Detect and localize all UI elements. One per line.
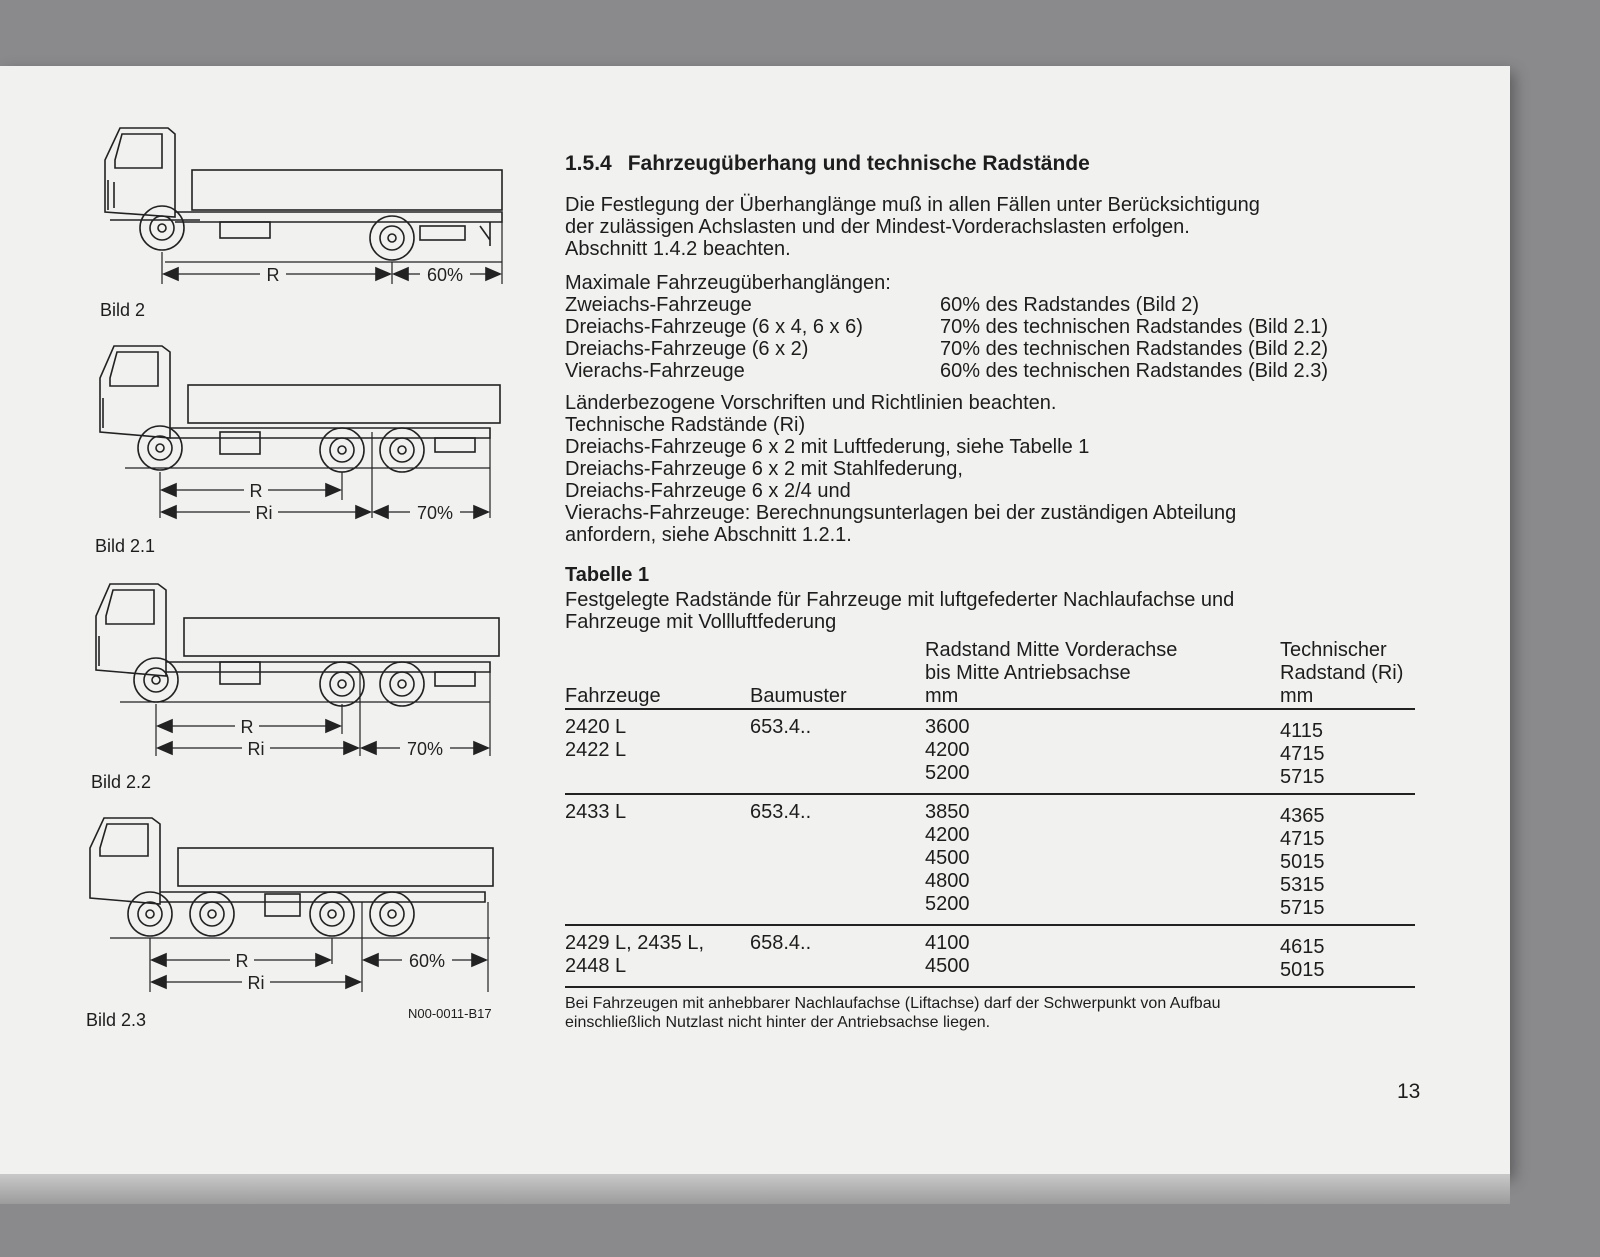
label-ri: Ri [255,503,273,523]
caption-bild-2-1: Bild 2.1 [95,536,156,556]
label-r: R [240,717,254,737]
overhang-label: Zweiachs-Fahrzeuge [565,294,752,316]
four-axle-truck-drawing [80,814,520,1004]
overhang-label: Dreiachs-Fahrzeuge (6 x 2) [565,338,809,360]
section-title [565,152,1435,176]
footnote-line: einschließlich Nutzlast nicht hinter der Antriebsachse liegen. [565,1014,991,1031]
label-ri: Ri [247,739,265,759]
table-header-row [565,639,1415,709]
overhang-row [565,294,1435,316]
intro-line: Abschnitt 1.4.2 beachten. [565,238,791,260]
caption-bild-2-2: Bild 2.2 [91,772,152,792]
rule-line: Vierachs-Fahrzeuge: Berechnungsunterlagen bei der zuständigen Abteilung [565,502,1237,524]
rules-paragraph [565,392,1435,546]
cell-radstand: 4100 4500 [925,925,1280,987]
overhang-value: 70% des technischen Radstandes (Bild 2.2) [940,338,1329,360]
header-baumuster: Baumuster [750,639,925,709]
cell-radstand: 3850 4200 4500 4800 5200 [925,794,1280,925]
cell-vehicles: 2433 L [565,794,750,925]
rule-line: Dreiachs-Fahrzeuge 6 x 2 mit Stahlfederung, [565,458,963,480]
rule-line: anfordern, siehe Abschnitt 1.2.1. [565,524,852,546]
cell-technisch: 4615 5015 [1280,925,1415,987]
cell-baumuster: 653.4.. [750,794,925,925]
header-fahrzeuge: Fahrzeuge [565,639,750,709]
label-r: R [249,481,263,501]
intro-line: der zulässigen Achslasten und der Mindest-Vorderachslasten erfolgen. [565,216,1190,238]
rule-line: Dreiachs-Fahrzeuge 6 x 2/4 und [565,480,851,502]
table-row [565,925,1415,987]
figure-bild-2 [80,122,520,307]
label-r: R [235,951,249,971]
overhang-heading: Maximale Fahrzeugüberhanglängen: [565,272,891,294]
table-row [565,794,1415,925]
section-heading: Fahrzeugüberhang und technische Radstände [627,152,1090,175]
table-caption-line: Fahrzeuge mit Vollluftfederung [565,611,837,633]
overhang-value: 60% des Radstandes (Bild 2) [940,294,1200,316]
overhang-label: Dreiachs-Fahrzeuge (6 x 4, 6 x 6) [565,316,863,338]
table-caption [565,589,1435,633]
figure-bild-2-2 [80,578,520,768]
table-title: Tabelle 1 [565,564,650,586]
footnote-line: Bei Fahrzeugen mit anhebbarer Nachlaufachse (Liftachse) darf der Schwerpunkt von Aufbau [565,995,1221,1012]
rule-line: Dreiachs-Fahrzeuge 6 x 2 mit Luftfederung, siehe Tabelle 1 [565,436,1090,458]
label-r: R [266,265,280,285]
table-row [565,709,1415,794]
cell-radstand: 3600 4200 5200 [925,709,1280,794]
caption-bild-2-3: Bild 2.3 [86,1010,147,1030]
figure-bild-2-1 [80,340,520,530]
two-axle-truck-drawing [80,122,520,307]
overhang-value: 60% des technischen Radstandes (Bild 2.3) [940,360,1329,382]
caption-bild-2: Bild 2 [100,300,146,320]
table-caption-line: Festgelegte Radstände für Fahrzeuge mit luftgefederter Nachlaufachse und [565,589,1235,611]
label-percent: 60% [426,265,464,285]
header-technischer-radstand: Technischer Radstand (Ri) mm [1280,639,1415,709]
main-content [555,140,1435,1032]
overhang-row [565,360,1435,382]
intro-paragraph [565,194,1435,260]
section-number: 1.5.4 [565,152,612,175]
rule-line: Länderbezogene Vorschriften und Richtlinien beachten. [565,392,1057,414]
label-ri: Ri [247,973,265,993]
label-percent: 60% [408,951,446,971]
overhang-row [565,316,1435,338]
figure-bild-2-3 [80,814,520,1004]
overhang-list [565,272,1435,382]
rule-line: Technische Radstände (Ri) [565,414,806,436]
overhang-value: 70% des technischen Radstandes (Bild 2.1) [940,316,1329,338]
cell-vehicles: 2429 L, 2435 L, 2448 L [565,925,750,987]
page-number: 13 [1397,1080,1421,1103]
page-stack-edge [0,1174,1510,1204]
label-percent: 70% [416,503,454,523]
header-radstand: Radstand Mitte Vorderachse bis Mitte Antriebsachse mm [925,639,1280,709]
three-axle-truck-drawing [80,340,520,530]
figure-code: N00-0011-B17 [408,1006,492,1021]
cell-vehicles: 2420 L 2422 L [565,709,750,794]
overhang-row [565,338,1435,360]
table-footnote [565,994,1435,1032]
wheelbase-table [565,639,1415,988]
cell-technisch: 4365 4715 5015 5315 5715 [1280,794,1415,925]
cell-baumuster: 658.4.. [750,925,925,987]
intro-line: Die Festlegung der Überhanglänge muß in allen Fällen unter Berücksichtigung [565,194,1260,216]
cell-baumuster: 653.4.. [750,709,925,794]
three-axle-truck-drawing [80,578,520,768]
label-percent: 70% [406,739,444,759]
overhang-label: Vierachs-Fahrzeuge [565,360,745,382]
cell-technisch: 4115 4715 5715 [1280,709,1415,794]
